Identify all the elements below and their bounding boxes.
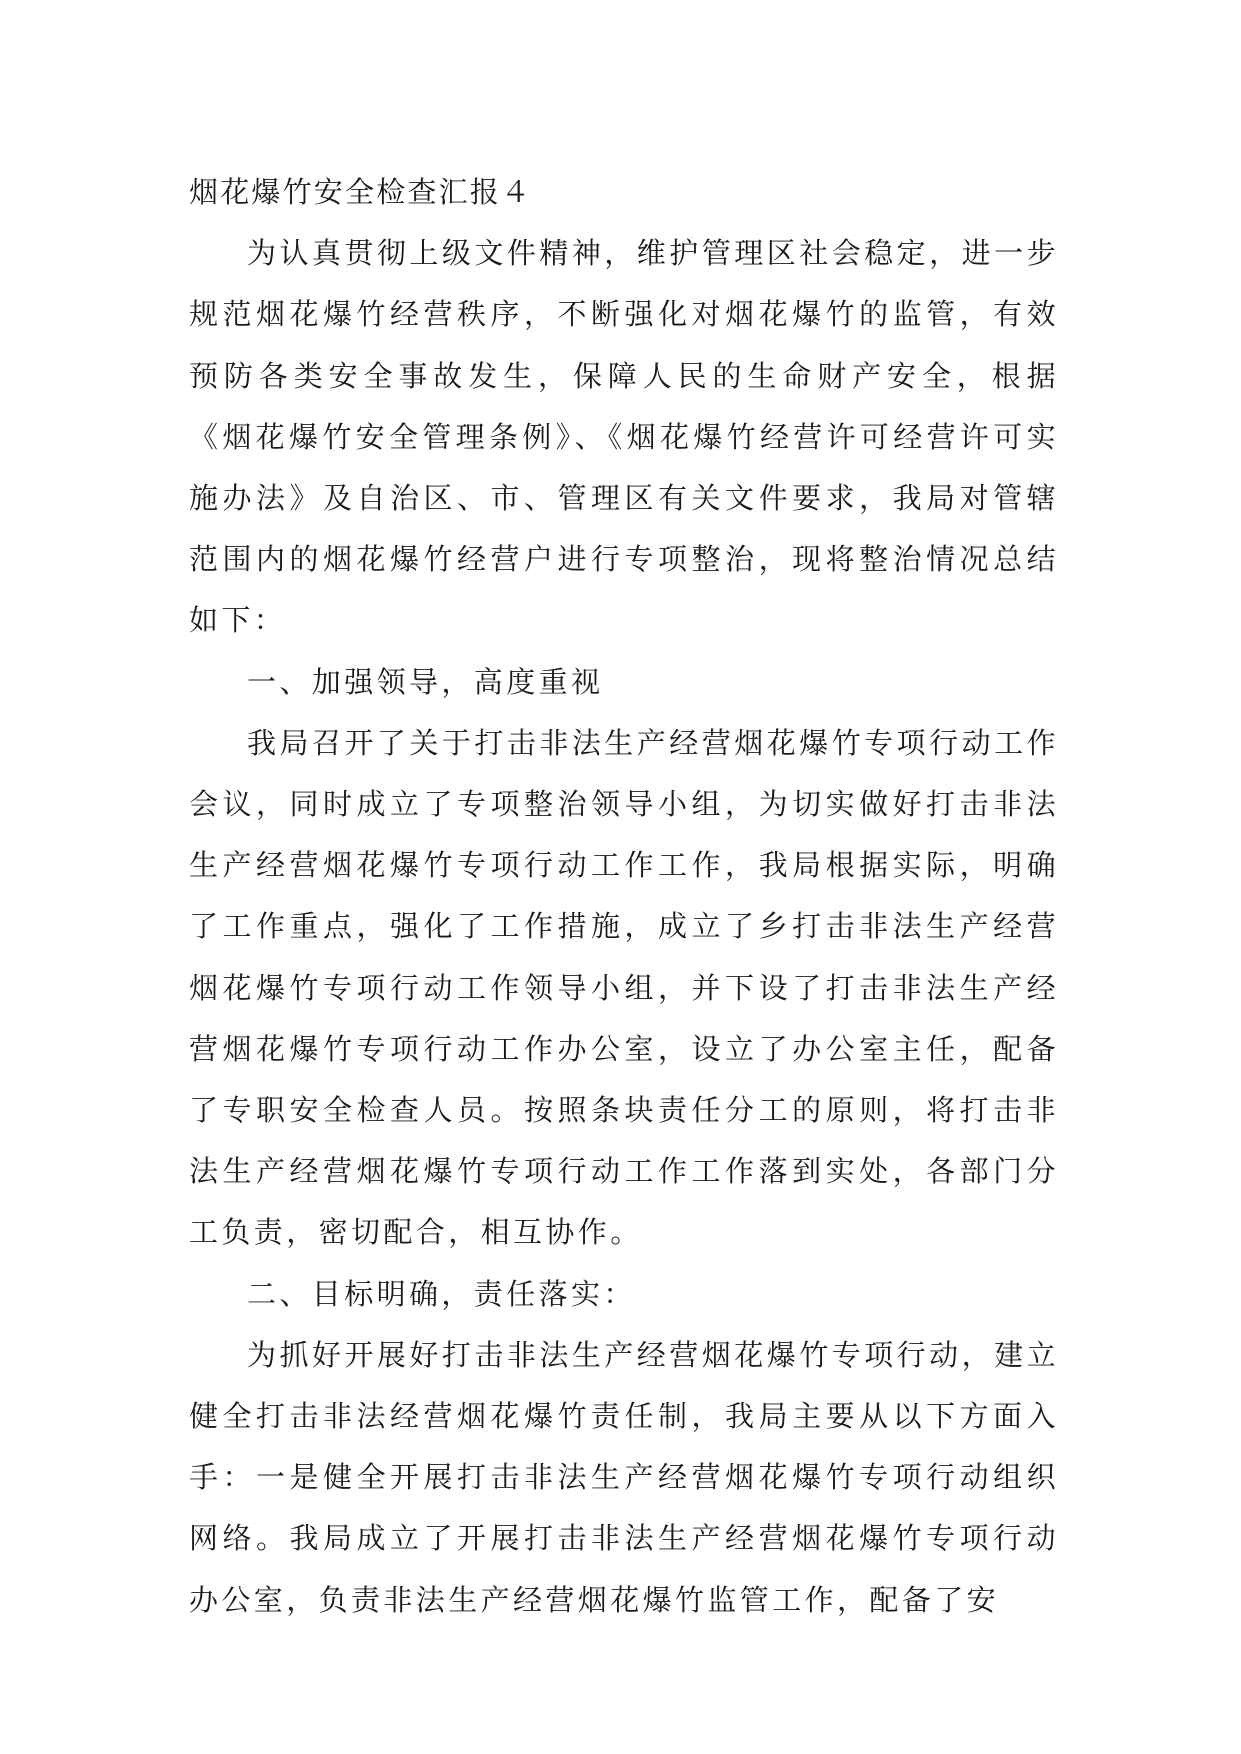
section-2-paragraph: 为抓好开展好打击非法生产经营烟花爆竹专项行动，建立健全打击非法经营烟花爆竹责任制，我局主要从以下方面入手：一是健全开展打击非法生产经营烟花爆竹专项行动组织网络。我局成立了开展打击非法生产经营烟花爆竹专项行动办公室，负责非法生产经营烟花爆竹监管工作，配备了安 <box>189 1337 1059 1617</box>
section-heading-1: 一、加强领导，高度重视 <box>247 664 604 699</box>
intro-paragraph: 为认真贯彻上级文件精神，维护管理区社会稳定，进一步规范烟花爆竹经营秩序，不断强化对烟花爆竹的监管，有效预防各类安全事故发生，保障人民的生命财产安全，根据《烟花爆竹安全管理条例》、《烟花爆竹经营许可经营许可实施办法》及自治区、市、管理区有关文件要求，我局对管辖范围内的烟花爆竹经营户进行专项整治，现将整治情况总结如下： <box>189 236 1059 638</box>
section-heading-2: 二、目标明确，责任落实： <box>247 1276 636 1311</box>
document-body <box>189 162 1059 1631</box>
section-1-paragraph: 我局召开了关于打击非法生产经营烟花爆竹专项行动工作会议，同时成立了专项整治领导小组，为切实做好打击非法生产经营烟花爆竹专项行动工作工作，我局根据实际，明确了工作重点，强化了工作措施，成立了乡打击非法生产经营烟花爆竹专项行动工作领导小组，并下设了打击非法生产经营烟花爆竹专项行动工作办公室，设立了办公室主任，配备了专职安全检查人员。按照条块责任分工的原则，将打击非法生产经营烟花爆竹专项行动工作工作落到实处，各部门分工负责，密切配合，相互协作。 <box>189 725 1059 1250</box>
document-title: 烟花爆竹安全检查汇报４ <box>189 175 533 209</box>
